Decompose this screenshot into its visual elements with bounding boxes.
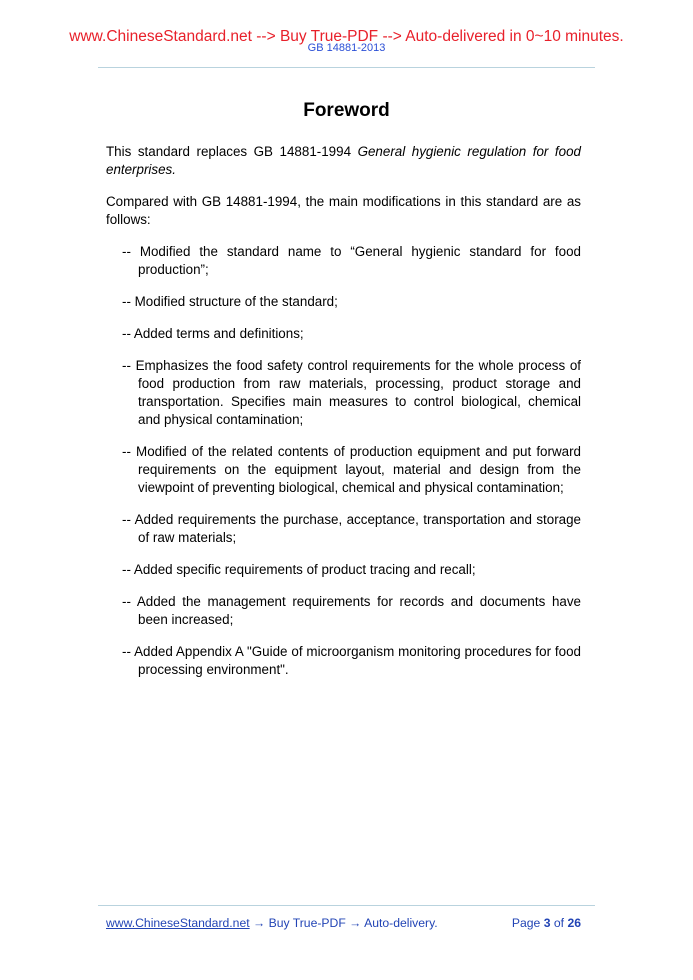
replaces-prefix: This standard replaces GB 14881-1994 [106, 144, 358, 159]
replaces-paragraph [106, 143, 581, 179]
modifications-lead: Compared with GB 14881-1994, the main modifications in this standard are as follows: [106, 194, 581, 227]
replaced-standard-title: General hygienic regulation for food enterprises. [106, 144, 581, 177]
page-footer [106, 915, 581, 931]
list-item: -- Added specific requirements of product tracing and recall; [122, 562, 476, 577]
list-item: -- Modified the standard name to “General hygienic standard for food production”; [122, 244, 581, 277]
page-number [512, 915, 581, 931]
footer-tagline: → Buy True-PDF → Auto-delivery. [249, 916, 438, 930]
footer-divider [98, 905, 595, 906]
list-item: -- Added requirements the purchase, acceptance, transportation and storage of raw materials; [122, 512, 581, 545]
page-of: of [550, 916, 568, 930]
page-current: 3 [543, 916, 551, 930]
list-item: -- Modified of the related contents of production equipment and put forward requirements on the equipment layout, material and design from the viewpoint of preventing biological, chemical and physical contamination; [122, 444, 581, 495]
top-banner[interactable]: www.ChineseStandard.net --> Buy True-PDF --> Auto-delivered in 0~10 minutes. [69, 28, 624, 45]
document-body [106, 143, 581, 693]
page-total: 26 [567, 916, 581, 930]
list-item: -- Modified structure of the standard; [122, 294, 338, 309]
page-title: Foreword [303, 100, 390, 121]
footer-site-link[interactable]: www.ChineseStandard.net [106, 916, 250, 930]
modifications-list [106, 243, 581, 679]
list-item: -- Emphasizes the food safety control requirements for the whole process of food production from raw materials, processing, product storage and transportation. Specifies main measures to control biological, chemical and physical contamination; [122, 358, 581, 427]
list-item: -- Added Appendix A "Guide of microorganism monitoring procedures for food processing environment". [122, 644, 581, 677]
list-item: -- Added terms and definitions; [122, 326, 304, 341]
list-item: -- Added the management requirements for records and documents have been increased; [122, 594, 581, 627]
page-label: Page [511, 916, 544, 930]
header-divider [98, 67, 595, 68]
footer-promo [106, 915, 438, 931]
standard-code: GB 14881-2013 [307, 42, 386, 54]
